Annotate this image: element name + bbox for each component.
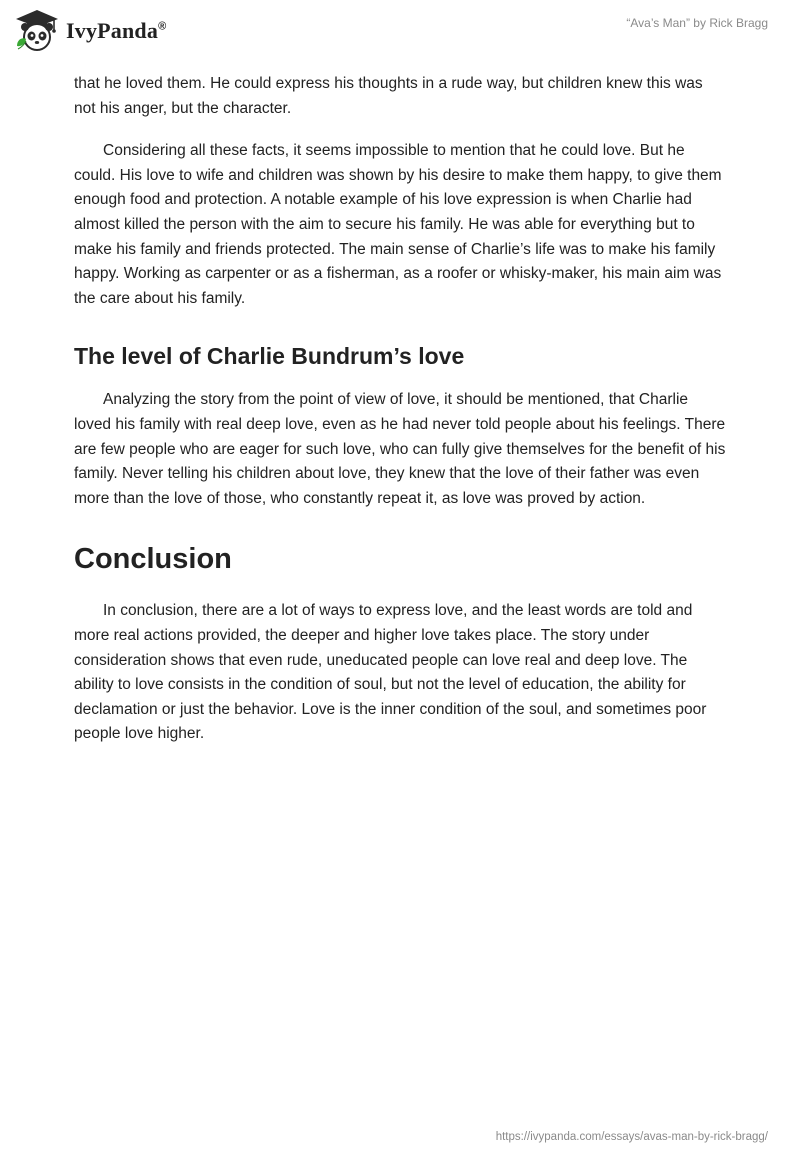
footer-source-url[interactable]: https://ivypanda.com/essays/avas-man-by-rick-bragg/ — [495, 1131, 768, 1143]
page-header — [0, 0, 800, 70]
panda-graduate-icon — [14, 8, 60, 54]
logo-wordmark: IvyPanda® — [66, 18, 167, 43]
paragraph-conclusion: In conclusion, there are a lot of ways to express love, and the least words are told and more real actions provided, the deeper and higher love takes place. The story under consideration shows that even rude, uneducated people can love real and deep love. The ability to love consists in the condition of soul, but not the level of education, the ability for declamation or just the behavior. Love is the inner condition of the soul, and sometimes poor people love higher. — [74, 602, 707, 743]
section-heading-love-level: The level of Charlie Bundrum’s love — [74, 343, 465, 370]
paragraph-continuation: that he loved them. He could express his thoughts in a rude way, but children knew this was not his anger, but the character. — [74, 75, 703, 117]
document-title: “Ava’s Man” by Rick Bragg — [626, 16, 768, 30]
ivypanda-logo[interactable] — [14, 8, 166, 54]
paragraph-analyzing: Analyzing the story from the point of view of love, it should be mentioned, that Charlie loved his family with real deep love, even as he had never told people about his feelings. There are few people who are eager for such love, who can fully give themselves for the benefit of his family. Never telling his children about love, they knew that the love of their father was even more than the love of those, who constantly repeat it, as love was proved by action. — [74, 391, 726, 507]
essay-content — [74, 72, 726, 747]
section-heading-conclusion: Conclusion — [74, 543, 232, 576]
paragraph-considering: Considering all these facts, it seems impossible to mention that he could love. But he could. His love to wife and children was shown by his desire to make them happy, to give them enough food and protection. A notable example of his love expression is when Charlie had almost killed the person with the aim to secure his family. He was able for everything but to make his family and friends protected. The main sense of Charlie’s life was to make his family happy. Working as carpenter or as a fisherman, as a roofer or whisky-maker, his main aim was the care about his family. — [74, 142, 722, 307]
